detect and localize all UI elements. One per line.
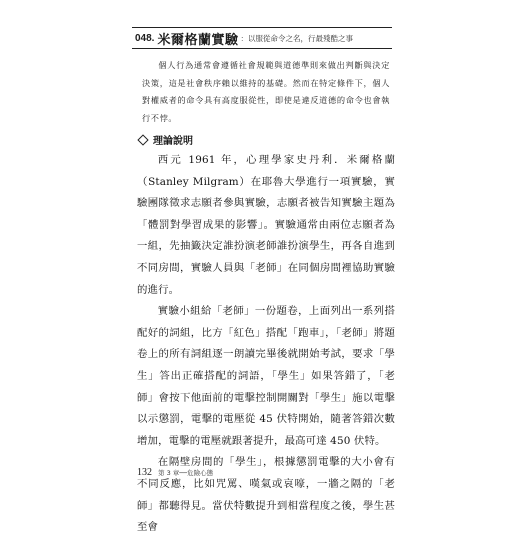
- section-heading-label: 理論說明: [153, 136, 193, 147]
- section-heading: [137, 132, 193, 147]
- entry-title: 米爾格蘭實驗: [157, 32, 239, 48]
- intro-text: 個人行為通常會遵循社會規範與道德準則來做出判斷與決定決策，這是社會秩序賴以維持的基礎。然而在特定條件下，個人對權威者的命令具有高度服從性，即使是違反道德的命令也會執行不悖。: [142, 60, 390, 123]
- body-paragraph: 在隔壁房間的「學生」，根據懲罰電擊的大小會有不同反應，比如咒罵、嘆氣或哀嚎，一牆之隔的「老師」都聽得見。當伏特數提升到相當程度之後，學生甚至會: [137, 456, 395, 534]
- page-number: 132: [137, 467, 152, 478]
- body-paragraph: 實驗小組給「老師」一份題卷，上面列出一系列搭配好的詞組，比方「紅色」搭配「跑車」，「老師」將題卷上的所有詞組逐一朗讀完畢後就開始考試，要求「學生」答出正確搭配的詞語，「學生」如果答錯了，「老師」會按下他面前的電擊控制開關對「學生」施以電擊以示懲罰，電擊的電壓從 45 伏特開始，隨著答錯次數增加，電擊的電壓就跟著提升，最高可達 450 伏特。: [137, 305, 395, 447]
- body-paragraph: 西元 1961 年，心理學家史丹利．米爾格蘭（Stanley Milgram）在耶魯大學進行一項實驗，實驗團隊徵求志願者參與實驗，志願者被告知實驗主題為「體罰對學習成果的影響」。實驗通常由兩位志願者為一組，先抽籤決定誰扮演老師誰扮演學生，再各自進到不同房間，實驗人員與「老師」在同個房間裡協助實驗的進行。: [137, 154, 395, 296]
- running-chapter-title: 第 3 章──危險心態: [158, 469, 214, 477]
- page-footer: [137, 467, 213, 478]
- diamond-bullet-icon: [137, 134, 148, 145]
- chapter-header: [132, 27, 392, 49]
- intro-block: [142, 57, 390, 127]
- entry-subtitle: ：以服從命令之名，行最殘酷之事: [240, 33, 353, 43]
- entry-number: 048.: [135, 32, 155, 44]
- body-text: [137, 150, 395, 539]
